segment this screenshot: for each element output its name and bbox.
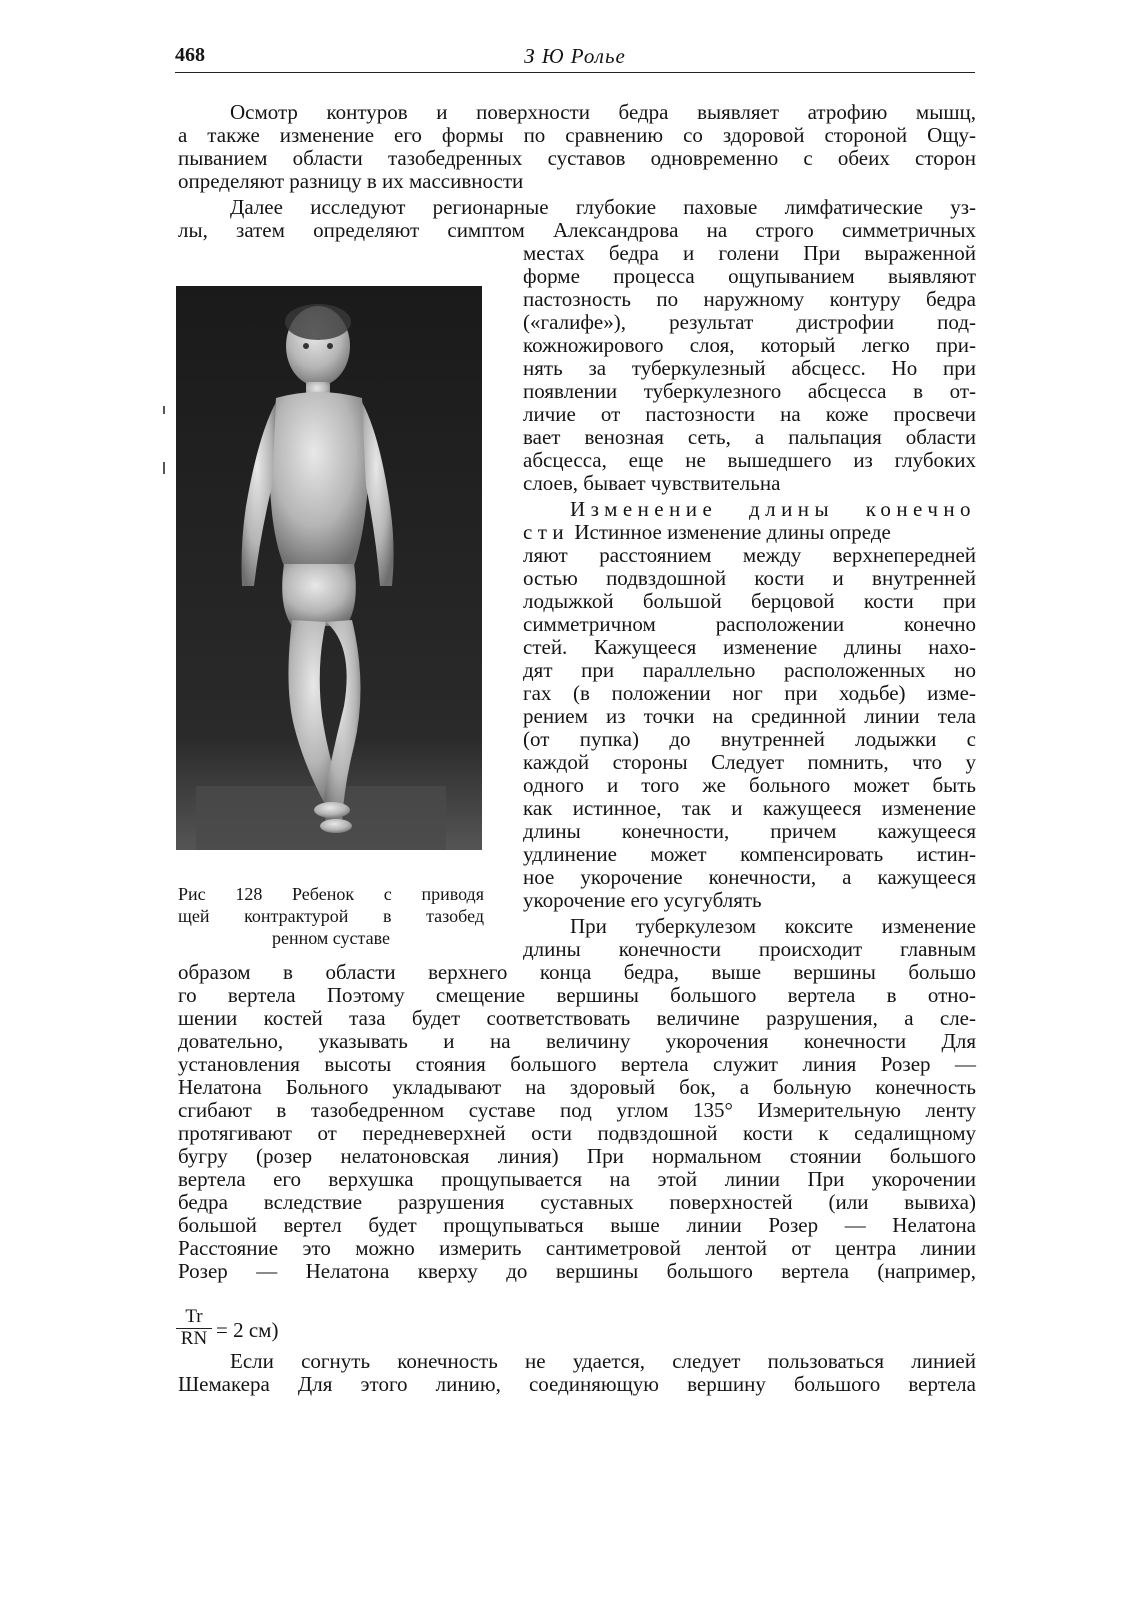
text-line: кожножирового слоя, который легко при-	[523, 333, 976, 357]
text-line: сгибают в тазобедренном суставе под углом 135° Измерительную ленту	[178, 1098, 976, 1122]
formula-denominator: RN	[180, 1328, 208, 1349]
text-line: шении костей таза будет соответствовать величине разрушения, а сле-	[178, 1006, 976, 1030]
formula-numerator: Tr	[176, 1307, 212, 1329]
text-line: слоев, бывает чувствительна	[523, 471, 781, 495]
header-rule	[175, 72, 975, 73]
text-fragment: Истинное изменение длины опреде	[569, 520, 891, 544]
page-header	[175, 44, 975, 74]
text-line: («галифе»), результат дистрофии под-	[523, 310, 976, 334]
text-line: дят при параллельно расположенных но	[523, 658, 976, 682]
formula-fraction	[176, 1307, 212, 1349]
text-line: (от пупка) до внутренней лодыжки с	[523, 727, 976, 751]
text-line: гах (в положении ног при ходьбе) изме-	[523, 681, 976, 705]
text-line: определяют разницу в их массивности	[178, 169, 524, 193]
text-line: лодыжкой большой берцовой кости при	[523, 589, 976, 613]
text-line: ляют расстоянием между верхнепередней	[523, 543, 976, 567]
text-line: удлинение может компенсировать истин-	[523, 842, 976, 866]
section-heading: Изменение длины конечно	[570, 497, 976, 521]
figure-photo	[176, 286, 482, 850]
text-line: лы, затем определяют симптом Александрова на строго симметричных	[178, 218, 976, 242]
text-line: симметричном расположении конечно	[523, 612, 976, 636]
text-line: а также изменение его формы по сравнению со здоровой стороной Ощу-	[178, 123, 976, 147]
text-line: вертела его верхушка прощупывается на этой линии При укорочении	[178, 1167, 976, 1191]
section-heading-cont: сти	[523, 520, 570, 544]
text-line: Далее исследуют регионарные глубокие паховые лимфатические уз-	[230, 195, 976, 219]
text-line: При туберкулезом коксите изменение	[570, 914, 976, 938]
running-head: З Ю Ролье	[524, 44, 626, 68]
text-line: Если согнуть конечность не удается, следует пользоваться линией	[230, 1349, 976, 1373]
figure-caption-line: щей контрактурой в тазобед	[178, 906, 484, 926]
text-line: Расстояние это можно измерить сантиметровой лентой от центра линии	[178, 1236, 976, 1260]
text-line	[523, 521, 976, 544]
margin-mark	[163, 462, 165, 474]
text-line: абсцесса, еще не вышедшего из глубоких	[523, 448, 976, 472]
text-line: как истинное, так и кажущееся изменение	[523, 796, 976, 820]
text-line: Нелатона Больного укладывают на здоровый бок, а больную конечность	[178, 1075, 976, 1099]
text-line: бугру (розер нелатоновская линия) При нормальном стоянии большого	[178, 1144, 976, 1168]
text-line: остью подвздошной кости и внутренней	[523, 566, 976, 590]
text-line: Розер — Нелатона кверху до вершины большого вертела (например,	[178, 1259, 976, 1283]
text-line: вает венозная сеть, а пальпация области	[523, 425, 976, 449]
margin-mark	[163, 406, 165, 414]
figure-caption-line: ренном суставе	[271, 928, 390, 948]
formula-result: = 2 см)	[216, 1318, 279, 1342]
text-line: одного и того же больного может быть	[523, 773, 976, 797]
text-line: Шемакера Для этого линию, соединяющую вершину большого вертела	[178, 1372, 976, 1396]
text-line: ное укорочение конечности, а кажущееся	[523, 865, 976, 889]
text-line: Осмотр контуров и поверхности бедра выявляет атрофию мышц,	[230, 100, 976, 124]
figure-caption-line: Рис 128 Ребенок с приводя	[178, 884, 484, 904]
text-line: образом в области верхнего конца бедра, выше вершины большо	[178, 960, 976, 984]
text-line: местах бедра и голени При выраженной	[523, 241, 976, 265]
text-line: длины конечности, причем кажущееся	[523, 819, 976, 843]
child-photograph	[176, 286, 482, 850]
text-line: каждой стороны Следует помнить, что у	[523, 750, 976, 774]
text-line: форме процесса ощупыванием выявляют	[523, 264, 976, 288]
text-line: стей. Кажущееся изменение длины нахо-	[523, 635, 976, 659]
text-line: бедра вследствие разрушения суставных поверхностей (или вывиха)	[178, 1190, 976, 1214]
text-line: нять за туберкулезный абсцесс. Но при	[523, 356, 976, 380]
page-number: 468	[175, 44, 205, 66]
text-line: пастозность по наружному контуру бедра	[523, 287, 976, 311]
text-line: го вертела Поэтому смещение вершины большого вертела в отно-	[178, 983, 976, 1007]
text-line: довательно, указывать и на величину укорочения конечности Для	[178, 1029, 976, 1053]
text-line: большой вертел будет прощупываться выше линии Розер — Нелатона	[178, 1213, 976, 1237]
text-line: установления высоты стояния большого вертела служит линия Розер —	[178, 1052, 976, 1076]
text-line: личие от пастозности на коже просвечи	[523, 402, 976, 426]
text-line: длины конечности происходит главным	[523, 937, 976, 961]
text-line: появлении туберкулезного абсцесса в от-	[523, 379, 976, 403]
text-line: укорочение его усугублять	[523, 888, 762, 912]
text-line: протягивают от передневерхней ости подвздошной кости к седалищному	[178, 1121, 976, 1145]
text-line: рением из точки на срединной линии тела	[523, 704, 976, 728]
text-line: пыванием области тазобедренных суставов одновременно с обеих сторон	[178, 146, 976, 170]
